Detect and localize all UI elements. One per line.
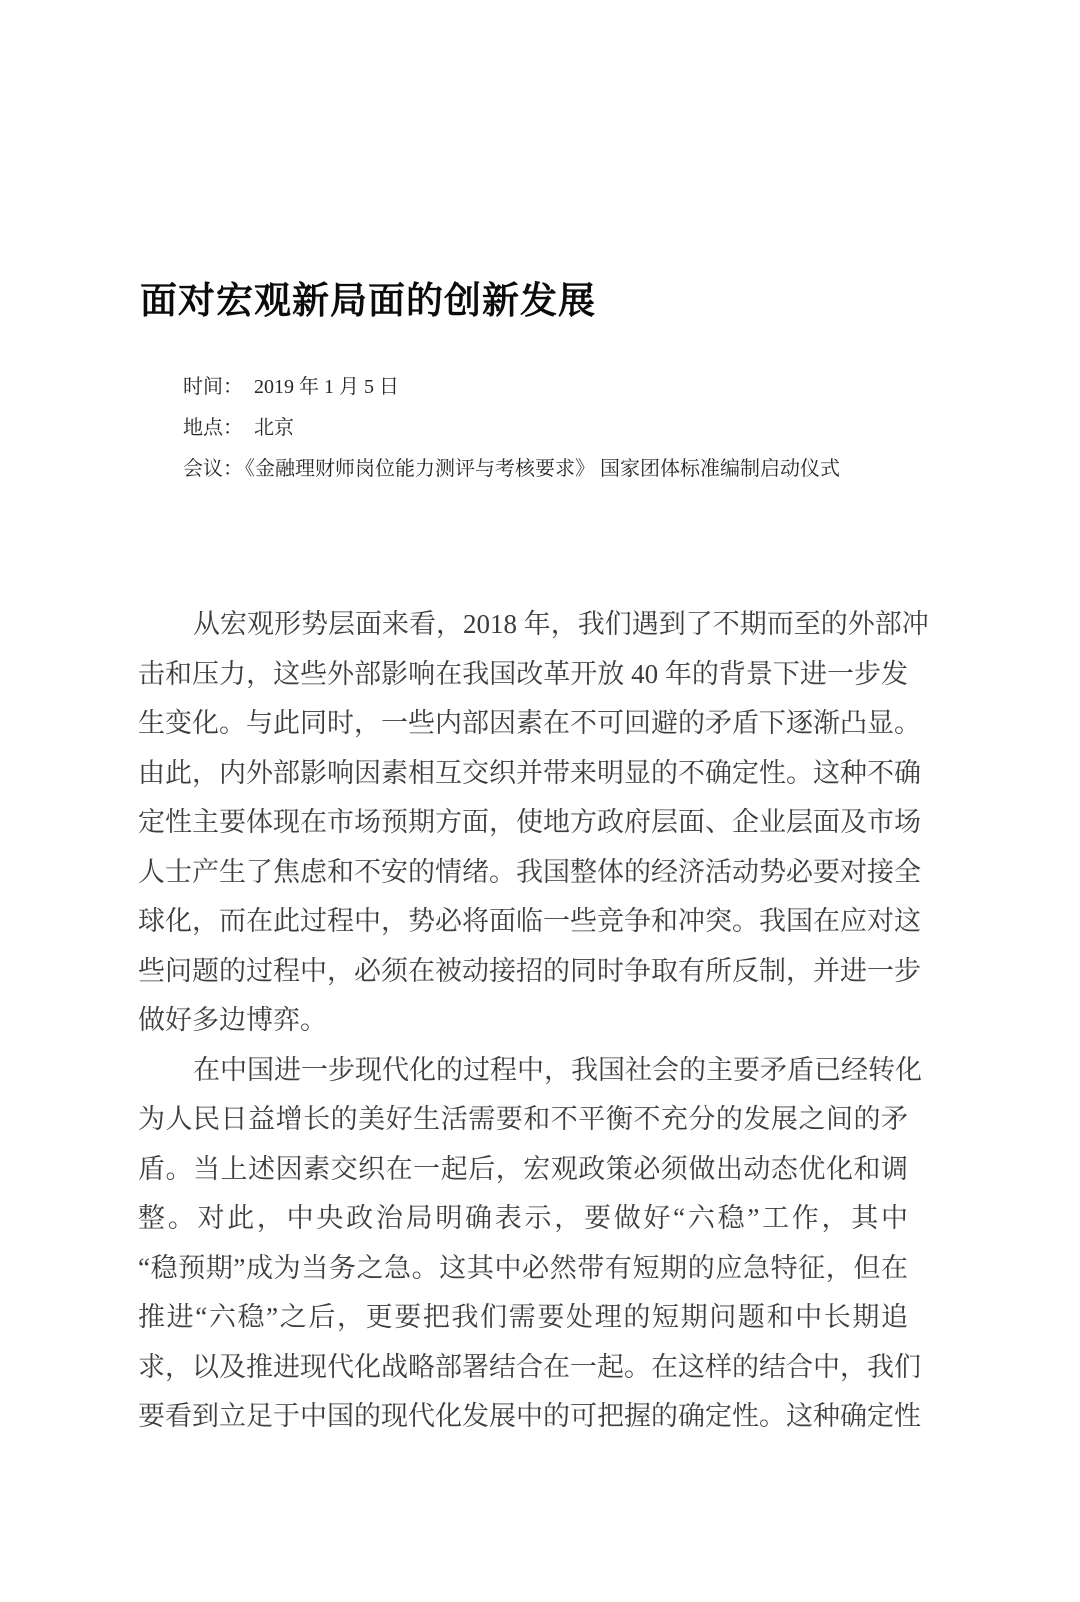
- text-line: 求，以及推进现代化战略部署结合在一起。在这样的结合中，我们: [138, 1351, 921, 1382]
- text-line: 整。对此，中央政治局明确表示，要做好“六稳”工作，其中: [138, 1203, 908, 1233]
- meta-label-time: 时间：: [183, 376, 243, 398]
- text-line: 做好多边博弈。: [138, 1005, 327, 1035]
- meta-label-conference: 会议：: [183, 458, 243, 480]
- page-title: 面对宏观新局面的创新发展: [140, 281, 596, 322]
- text-line: “稳预期”成为当务之急。这其中必然带有短期的应急特征，但在: [138, 1252, 908, 1283]
- text-line: 在中国进一步现代化的过程中，我国社会的主要矛盾已经转化: [193, 1054, 922, 1085]
- text-line: 些问题的过程中，必须在被动接招的同时争取有所反制，并进一步: [138, 955, 921, 986]
- meta-value-conference: 《金融理财师岗位能力测评与考核要求》 国家团体标准编制启动仪式: [245, 458, 840, 480]
- text-line: 定性主要体现在市场预期方面，使地方政府层面、企业层面及市场: [138, 807, 921, 837]
- meta-value-location: 北京: [254, 417, 294, 439]
- body-text: [138, 600, 929, 1442]
- meta-row-time: [183, 367, 943, 408]
- text-line: 为人民日益增长的美好生活需要和不平衡不充分的发展之间的矛: [138, 1104, 908, 1134]
- text-line: 生变化。与此同时，一些内部因素在不可回避的矛盾下逐渐凸显。: [138, 708, 921, 738]
- paragraph: [138, 600, 929, 1046]
- text-line: 推进“六稳”之后，更要把我们需要处理的短期问题和中长期追: [138, 1302, 908, 1332]
- meta-row-location: [183, 408, 943, 449]
- text-line: 盾。当上述因素交织在一起后，宏观政策必须做出动态优化和调: [138, 1153, 908, 1184]
- paragraph: [138, 1046, 922, 1442]
- text-line: 人士产生了焦虑和不安的情绪。我国整体的经济活动势必要对接全: [138, 856, 921, 887]
- meta-label-location: 地点：: [183, 417, 243, 439]
- text-line: 从宏观形势层面来看，2018 年，我们遇到了不期而至的外部冲: [193, 609, 929, 639]
- text-line: 要看到立足于中国的现代化发展中的可把握的确定性。这种确定性: [138, 1401, 921, 1431]
- text-line: 球化，而在此过程中，势必将面临一些竞争和冲突。我国在应对这: [138, 906, 921, 936]
- text-line: 由此，内外部影响因素相互交织并带来明显的不确定性。这种不确: [138, 757, 921, 788]
- meta-value-time: 2019 年 1 月 5 日: [254, 376, 399, 398]
- meta-row-conference: [183, 449, 943, 490]
- meta-block: [183, 367, 943, 490]
- text-line: 击和压力，这些外部影响在我国改革开放 40 年的背景下进一步发: [138, 658, 908, 689]
